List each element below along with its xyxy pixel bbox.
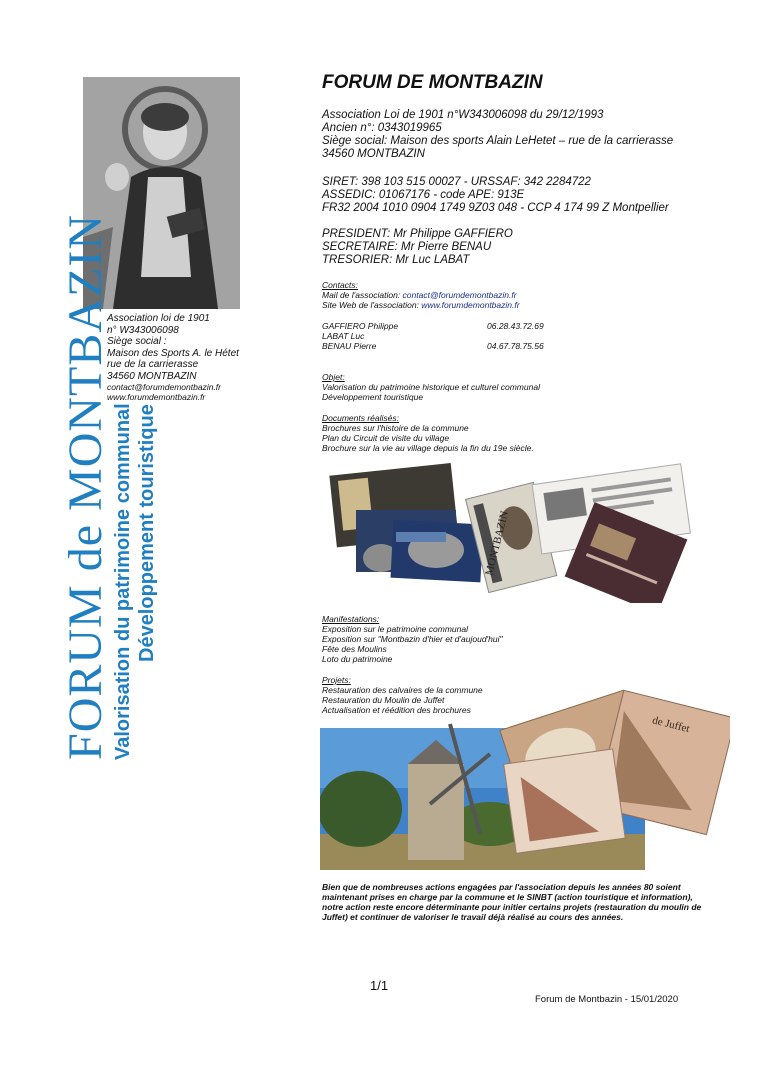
contact-web-link[interactable]: www.forumdemontbazin.fr (421, 300, 520, 310)
page-title: FORUM DE MONTBAZIN (322, 72, 543, 93)
address-website: www.forumdemontbazin.fr (107, 392, 206, 402)
brochure-cover-text: MONTBAZIN (483, 509, 511, 577)
assoc-line: Siège social: Maison des sports Alain LeHetet – rue de la carrierasse (322, 135, 674, 147)
page-number: 1/1 (370, 978, 389, 993)
brochure-juffet-text: de Juffet (651, 714, 691, 736)
id-line: FR32 2004 1010 0904 1749 9Z03 048 - CCP 4 174 99 Z Montpellier (322, 202, 669, 214)
left-address-block (107, 313, 239, 402)
assoc-line: Ancien n°: 0343019965 (322, 122, 442, 134)
vertical-title: FORUM de MONTBAZIN (59, 214, 112, 760)
id-line: ASSEDIC: 01067176 - code APE: 913E (322, 189, 525, 201)
address-line: n° W343006098 (107, 324, 179, 336)
documents-line: Brochure sur la vie au village depuis la fin du 19e siècle. (322, 443, 534, 453)
contacts-section (322, 280, 520, 310)
assoc-line: Association Loi de 1901 n°W343006098 du 29/12/1993 (322, 109, 604, 121)
contact-name: LABAT Luc (322, 331, 365, 341)
documents-line: Plan du Circuit de visite du village (322, 433, 450, 443)
contact-mail-link[interactable]: contact@forumdemontbazin.fr (402, 290, 517, 300)
vertical-subtitle-heritage: Valorisation du patrimoine communal (112, 403, 134, 760)
manifestations-line: Fête des Moulins (322, 644, 387, 654)
contact-name: BENAU Pierre (322, 341, 377, 351)
officer-treasurer: TRESORIER: Mr Luc LABAT (322, 254, 470, 266)
vertical-subtitle-tourism: Développement touristique (136, 404, 158, 662)
contact-person-row (322, 321, 544, 331)
footer-text: Forum de Montbazin - 15/01/2020 (535, 994, 679, 1005)
address-line: Siège social : (107, 336, 167, 347)
documents-line: Brochures sur l'histoire de la commune (322, 423, 469, 433)
address-line: rue de la carrierasse (107, 359, 199, 370)
manifestations-line: Loto du patrimoine (322, 654, 393, 664)
brochures-collage-image (326, 458, 696, 603)
projets-heading: Projets: (322, 675, 351, 685)
contact-mail-row (322, 290, 520, 300)
contact-mail-label: Mail de l'association: (322, 290, 401, 300)
contact-people (322, 321, 544, 351)
contact-person-row (322, 331, 544, 341)
objet-line: Développement touristique (322, 392, 424, 402)
registration-ids (322, 176, 669, 215)
address-line: Association loi de 1901 (107, 313, 210, 324)
manifestations-line: Exposition sur "Montbazin d'hier et d'aujoud'hui" (322, 634, 503, 644)
manifestations-section (322, 614, 503, 664)
projets-line: Restauration du Moulin de Juffet (322, 695, 445, 705)
documents-section (322, 413, 534, 453)
address-line: 34560 MONTBAZIN (107, 370, 197, 382)
id-line: SIRET: 398 103 515 00027 - URSSAF: 342 2284722 (322, 176, 591, 188)
contact-phone: 06.28.43.72.69 (487, 321, 544, 331)
contact-person-row (322, 341, 544, 351)
contacts-heading: Contacts: (322, 280, 358, 290)
contact-web-row (322, 300, 520, 310)
windmill-collage-image (320, 684, 730, 870)
address-line: Maison des Sports A. le Hétet (107, 347, 239, 359)
association-info (322, 109, 673, 161)
officer-president: PRESIDENT: Mr Philippe GAFFIERO (322, 228, 513, 240)
contact-web-label: Site Web de l'association: (322, 300, 419, 310)
objet-section (322, 372, 540, 402)
contact-name: GAFFIERO Philippe (322, 321, 399, 331)
manifestations-heading: Manifestations: (322, 614, 380, 624)
officers (322, 228, 513, 267)
address-email: contact@forumdemontbazin.fr (107, 382, 221, 392)
documents-heading: Documents réalisés: (322, 413, 400, 423)
assoc-line: 34560 MONTBAZIN (322, 148, 425, 160)
projets-line: Restauration des calvaires de la commune (322, 685, 483, 695)
contact-phone: 04.67.78.75.56 (487, 341, 544, 351)
closing-paragraph: Bien que de nombreuses actions engagées par l'association depuis les années 80 soient maintenant prises en charge par la commune et le SINBT (action touristique et information), notre action reste encore déterminante pour initier certains projets (restauration du moulin de Juffet) et continuer de valoriser le travail déjà réalisé au cours des années. (322, 882, 702, 922)
projets-line: Actualisation et réédition des brochures (322, 705, 471, 715)
officer-secretary: SECRETAIRE: Mr Pierre BENAU (322, 241, 492, 253)
objet-heading: Objet: (322, 372, 345, 382)
manifestations-line: Exposition sur le patrimoine communal (322, 624, 468, 634)
objet-line: Valorisation du patrimoine historique et culturel communal (322, 382, 540, 392)
